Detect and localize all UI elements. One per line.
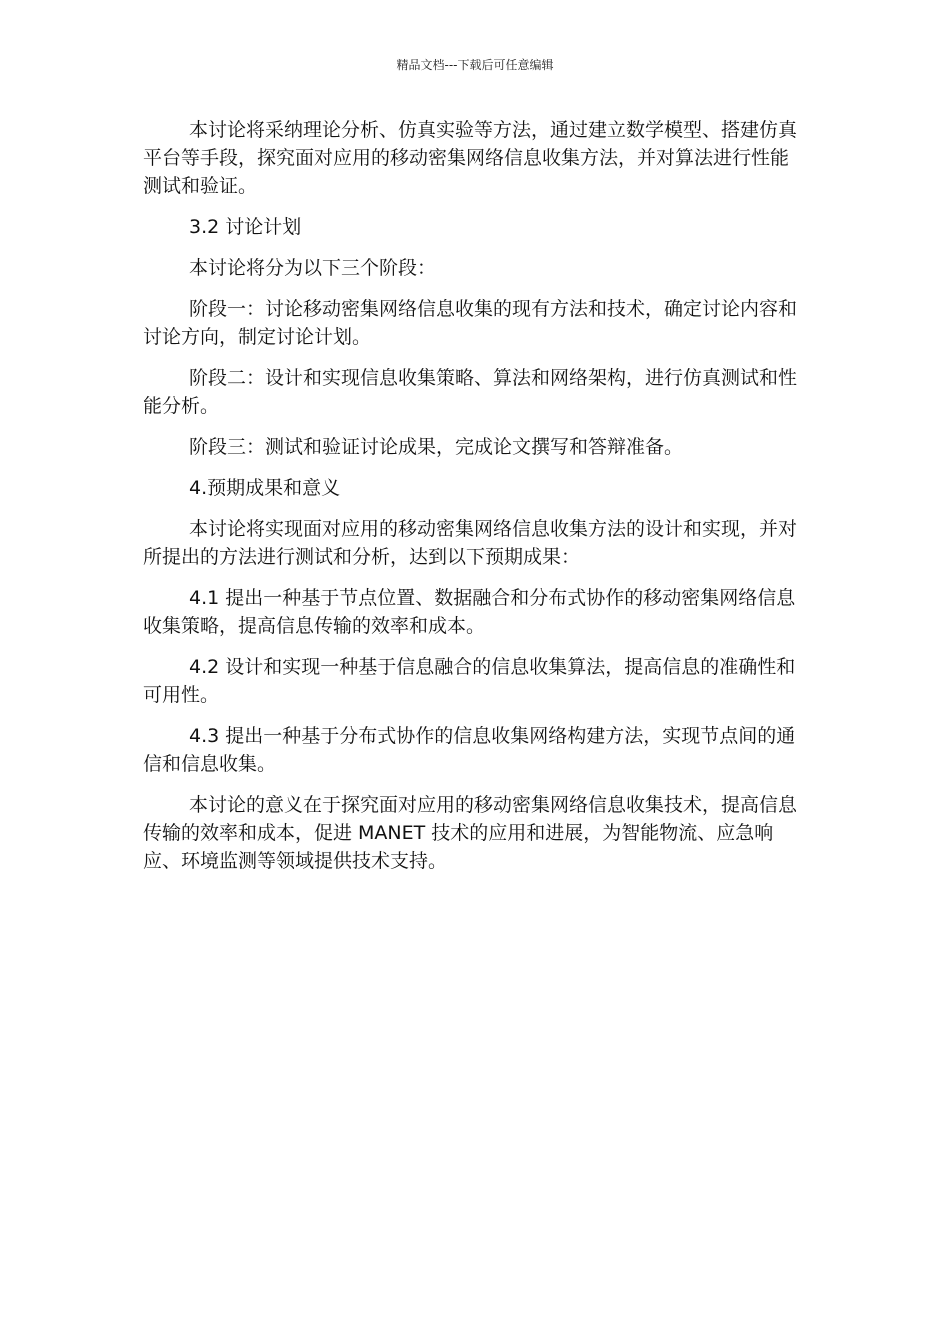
paragraph-result-4-2: 4.2 设计和实现一种基于信息融合的信息收集算法，提高信息的准确性和可用性。	[143, 656, 796, 706]
section-heading-research-plan: 3.2 讨论计划	[189, 216, 302, 238]
page-header: 精品文档---下载后可任意编辑	[396, 58, 554, 72]
document-body	[143, 116, 803, 888]
paragraph-result-4-3: 4.3 提出一种基于分布式协作的信息收集网络构建方法，实现节点间的通信和信息收集。	[143, 725, 796, 775]
paragraph-expected-intro: 本讨论将实现面对应用的移动密集网络信息收集方法的设计和实现，并对所提出的方法进行测试和分析，达到以下预期成果：	[143, 518, 798, 568]
paragraph-stage-three: 阶段三：测试和验证讨论成果，完成论文撰写和答辩准备。	[189, 436, 684, 458]
paragraph-methods: 本讨论将采纳理论分析、仿真实验等方法，通过建立数学模型、搭建仿真平台等手段，探究面对应用的移动密集网络信息收集方法，并对算法进行性能测试和验证。	[143, 119, 798, 197]
paragraph-stage-two: 阶段二：设计和实现信息收集策略、算法和网络架构，进行仿真测试和性能分析。	[143, 367, 798, 417]
paragraph-result-4-1: 4.1 提出一种基于节点位置、数据融合和分布式协作的移动密集网络信息收集策略，提高信息传输的效率和成本。	[143, 587, 796, 637]
paragraph-stage-one: 阶段一：讨论移动密集网络信息收集的现有方法和技术，确定讨论内容和讨论方向，制定讨论计划。	[143, 298, 798, 348]
section-heading-expected-results: 4.预期成果和意义	[189, 477, 341, 499]
paragraph-significance: 本讨论的意义在于探究面对应用的移动密集网络信息收集技术，提高信息传输的效率和成本，促进 MANET 技术的应用和进展，为智能物流、应急响应、环境监测等领域提供技术支持。	[143, 794, 798, 872]
paragraph-stages-intro: 本讨论将分为以下三个阶段：	[189, 257, 437, 279]
